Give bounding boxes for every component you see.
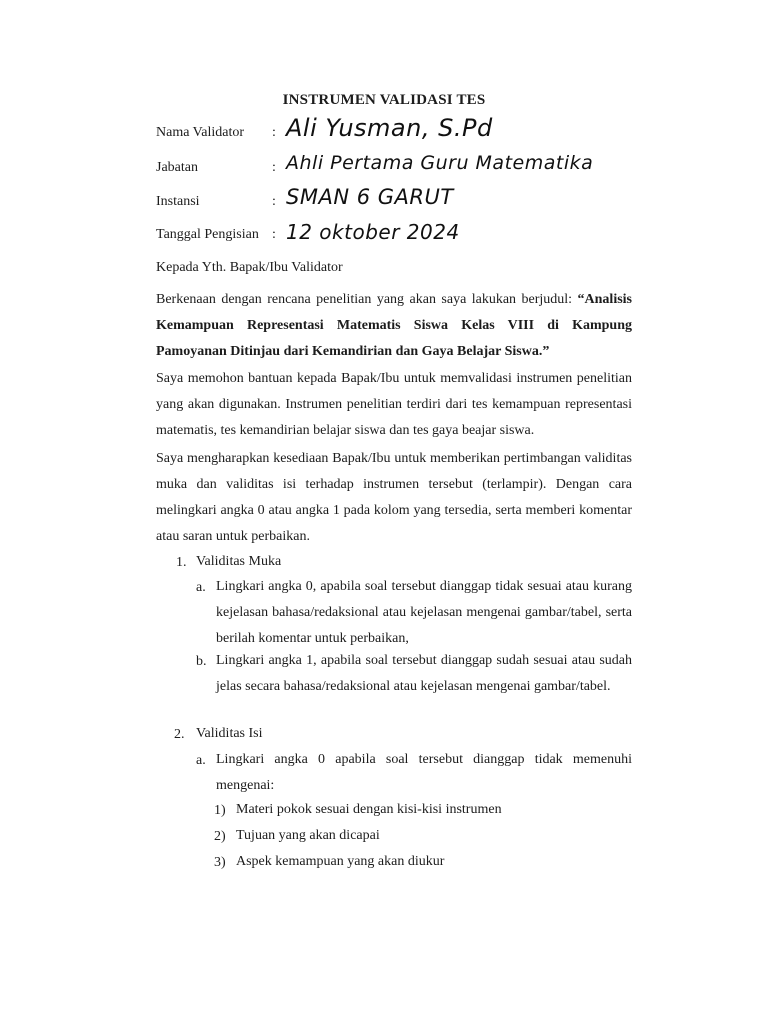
field-value-instansi: SMAN 6 GARUT (286, 185, 454, 209)
intro-paragraph (156, 287, 632, 365)
subitem-text: Materi pokok sesuai dengan kisi-kisi instrumen (236, 802, 502, 817)
field-value-jabatan: Ahli Pertama Guru Matematika (286, 152, 594, 174)
item-text: Lingkari angka 0 apabila soal tersebut dianggap tidak memenuhi mengenai: (216, 752, 632, 793)
paragraph-request: Saya memohon bantuan kepada Bapak/Ibu untuk memvalidasi instrumen penelitian yang akan digunakan. Instrumen penelitian terdiri dari tes kemampuan representasi matematis, tes kemandirian belajar siswa dan tes gaya beajar siswa. (156, 371, 632, 438)
field-label-instansi: Instansi (156, 194, 200, 209)
subitem-text: Aspek kemampuan yang akan diukur (236, 854, 445, 869)
field-colon: : (272, 194, 276, 209)
item-text: Lingkari angka 1, apabila soal tersebut dianggap sudah sesuai atau sudah jelas secara bahasa/redaksional atau kejelasan mengenai gambar/tabel. (216, 653, 632, 694)
greeting-text: Kepada Yth. Bapak/Ibu Validator (156, 260, 343, 275)
research-title: “Analisis Kemampuan Representasi Matematis Siswa Kelas VIII di Kampung Pamoyanan Ditinjau dari Kemandirian dan Gaya Belajar Siswa.” (156, 292, 632, 359)
subitem-number: 2) (214, 829, 226, 844)
subitem-number: 3) (214, 855, 226, 870)
subitem-number: 1) (214, 803, 226, 818)
item-letter: a. (196, 580, 206, 595)
field-label-jabatan: Jabatan (156, 160, 198, 175)
item-letter: a. (196, 753, 206, 768)
field-label-nama: Nama Validator (156, 125, 244, 140)
subitem-text: Tujuan yang akan dicapai (236, 828, 380, 843)
section-title-validitas-isi: Validitas Isi (196, 726, 263, 741)
item-text: Lingkari angka 0, apabila soal tersebut dianggap tidak sesuai atau kurang kejelasan bahasa/redaksional atau kejelasan mengenai gambar/tabel, serta berilah komentar untuk perbaikan, (216, 579, 632, 646)
section-number: 1. (176, 555, 187, 570)
field-colon: : (272, 125, 276, 140)
section-title-validitas-muka: Validitas Muka (196, 554, 282, 569)
field-colon: : (272, 227, 276, 242)
section-number: 2. (174, 727, 185, 742)
field-value-tanggal: 12 oktober 2024 (286, 220, 460, 244)
field-value-nama: Ali Yusman, S.Pd (286, 114, 493, 142)
item-letter: b. (196, 654, 207, 669)
intro-text: Berkenaan dengan rencana penelitian yang akan saya lakukan berjudul: (156, 292, 578, 307)
field-colon: : (272, 160, 276, 175)
paragraph-instructions: Saya mengharapkan kesediaan Bapak/Ibu untuk memberikan pertimbangan validitas muka dan validitas isi terhadap instrumen tersebut (terlampir). Dengan cara melingkari angka 0 atau angka 1 pada kolom yang tersedia, serta memberi komentar atau saran untuk perbaikan. (156, 451, 632, 544)
document-title: INSTRUMEN VALIDASI TES (282, 92, 486, 108)
field-label-tanggal: Tanggal Pengisian (156, 227, 259, 242)
